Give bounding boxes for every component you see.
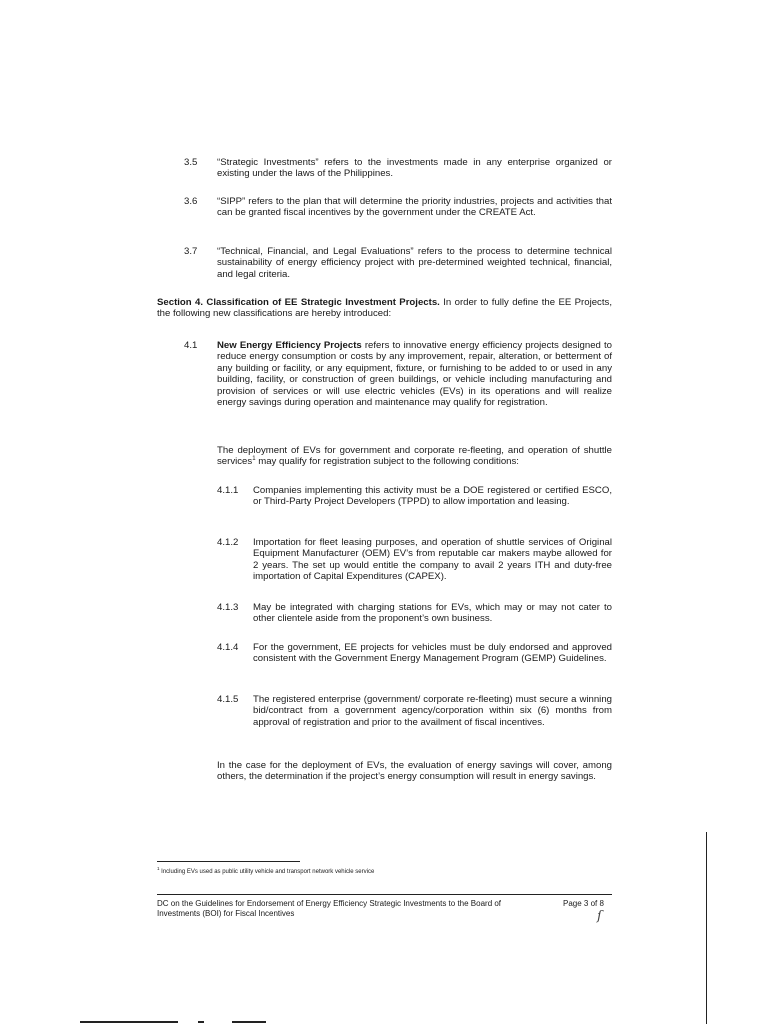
clause-number: 4.1.3 [217,602,239,613]
clause-text: The registered enterprise (government/ corporate re-fleeting) must secure a winning bid/contract from a government agency/corporation within six (6) months from approval of registration and prior to the availment of fiscal incentives. [253,694,612,728]
scan-edge-mark [198,1021,204,1023]
clause-number: 4.1.4 [217,642,239,653]
footer-page-number: Page 3 of 8 [563,899,604,908]
clause-number: 4.1.2 [217,537,239,548]
paragraph-text: may qualify for registration subject to the following conditions: [255,456,519,468]
clause-text [217,340,612,408]
clause-body: refers to innovative energy efficiency projects designed to reduce energy consumption or costs by any improvement, repair, alteration, or betterment of any building or facility, or any equipment, fixture, or furnishing to be added to or used in any building, facility, or construction of green buildings, or vehicle including manufacturing and provision of services or will use electric vehicles (EVs) in its operations and will realize energy savings during operation and maintenance may qualify for registration. [217,340,612,409]
clause-number: 3.5 [184,157,198,168]
scan-edge-line [706,832,707,1024]
paragraph-text: The deployment of EVs for government and corporate re-fleeting, and operation of shuttle services [217,445,612,468]
clause-text: “Technical, Financial, and Legal Evaluations” refers to the process to determine technical sustainability of energy efficiency project with pre-determined weighted technical, financial, and legal criteria. [217,246,612,280]
clause-text: May be integrated with charging stations for EVs, which may or may not cater to other clientele aside from the proponent’s own business. [253,602,612,625]
clause-number: 3.7 [184,246,198,257]
footnote-text: Including EVs used as public utility vehicle and transport network vehicle service [159,869,375,875]
clause-text: Importation for fleet leasing purposes, and operation of shuttle services of Original Equipment Manufacturer (OEM) EV’s from reputable car makers maybe allowed for 2 years. The set up would entitle the company to avail 2 years ITH and duty-free importation of Capital Expenditures (CAPEX). [253,537,612,583]
handwritten-initial: ſ [597,909,602,924]
clause-text: “SIPP” refers to the plan that will determine the priority industries, projects and activities that can be granted fiscal incentives by the government under the CREATE Act. [217,196,612,219]
section-4-paragraph [157,297,612,320]
scan-edge-mark [80,1021,178,1023]
footnote [157,868,612,876]
footer-title: DC on the Guidelines for Endorsement of Energy Efficiency Strategic Investments to the Board of Investments (BOI) for Fiscal Incentives [157,899,502,918]
clause-number: 3.6 [184,196,198,207]
footnote-mark: 1 [157,866,160,871]
closing-paragraph: In the case for the deployment of EVs, the evaluation of energy savings will cover, among others, the determination if the project’s energy consumption will result in energy savings. [217,760,612,783]
defined-term: New Energy Efficiency Projects [217,340,362,351]
clause-number: 4.1 [184,340,198,351]
section-text: In order to fully define the EE Projects, the following new classifications are hereby introduced: [157,297,612,320]
clause-number: 4.1.1 [217,485,239,496]
clause-text: For the government, EE projects for vehicles must be duly endorsed and approved consistent with the Government Energy Management Program (GEMP) Guidelines. [253,642,612,665]
footnote-reference[interactable]: 1 [252,456,256,463]
footer-rule [157,894,612,895]
footnote-rule [157,861,300,862]
deployment-paragraph [217,445,612,468]
clause-text: “Strategic Investments” refers to the investments made in any enterprise organized or existing under the laws of the Philippines. [217,157,612,180]
section-heading: Section 4. Classification of EE Strategic Investment Projects. [157,297,440,308]
clause-number: 4.1.5 [217,694,239,705]
scan-edge-mark [232,1021,266,1023]
clause-text: Companies implementing this activity must be a DOE registered or certified ESCO, or Third-Party Project Developers (TPPD) to allow importation and leasing. [253,485,612,508]
